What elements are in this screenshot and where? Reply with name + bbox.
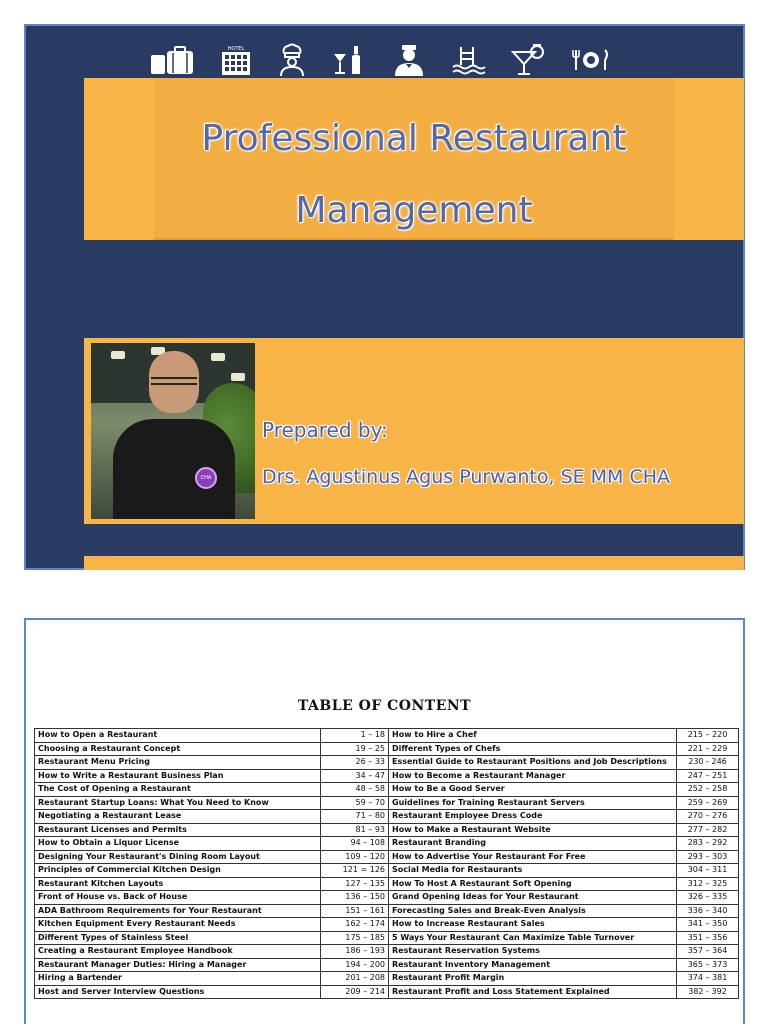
title-band (84, 78, 744, 240)
toc-page-range: 34 – 47 (321, 769, 389, 783)
toc-page-range: 341 – 350 (677, 918, 739, 932)
author-name: Drs. Agustinus Agus Purwanto, SE MM CHA (262, 466, 671, 488)
toc-body (35, 729, 739, 999)
toc-chapter-title: Social Media for Restaurants (389, 864, 677, 878)
toc-page-range: 26 – 33 (321, 756, 389, 770)
toc-row (35, 837, 739, 851)
toc-chapter-title: Front of House vs. Back of House (35, 891, 321, 905)
toc-page-range: 136 – 150 (321, 891, 389, 905)
toc-page-range: 365 – 373 (677, 958, 739, 972)
toc-page-range: 209 – 214 (321, 985, 389, 999)
toc-row (35, 904, 739, 918)
toc-chapter-title: How to Be a Good Server (389, 783, 677, 797)
hospitality-icon-row (150, 40, 610, 80)
toc-chapter-title: Restaurant Licenses and Permits (35, 823, 321, 837)
toc-page-range: 336 – 340 (677, 904, 739, 918)
toc-row (35, 796, 739, 810)
toc-chapter-title: Designing Your Restaurant's Dining Room Layout (35, 850, 321, 864)
toc-chapter-title: How to Open a Restaurant (35, 729, 321, 743)
toc-page-range: 127 – 135 (321, 877, 389, 891)
toc-chapter-title: Negotiating a Restaurant Lease (35, 810, 321, 824)
toc-row (35, 769, 739, 783)
toc-chapter-title: Essential Guide to Restaurant Positions and Job Descriptions (389, 756, 677, 770)
toc-page-range: 1 – 18 (321, 729, 389, 743)
toc-page-range: 175 – 185 (321, 931, 389, 945)
toc-row (35, 783, 739, 797)
toc-chapter-title: Grand Opening Ideas for Your Restaurant (389, 891, 677, 905)
toc-chapter-title: How to Write a Restaurant Business Plan (35, 769, 321, 783)
cocktail-icon (511, 44, 547, 76)
hotel-icon-text: HOTEL (227, 46, 244, 52)
toc-page-range: 215 – 220 (677, 729, 739, 743)
toc-chapter-title: Restaurant Inventory Management (389, 958, 677, 972)
toc-page-range: 382 - 392 (677, 985, 739, 999)
toc-chapter-title: How to Obtain a Liquor License (35, 837, 321, 851)
toc-chapter-title: Principles of Commercial Kitchen Design (35, 864, 321, 878)
luggage-icon (150, 45, 194, 75)
toc-chapter-title: Restaurant Branding (389, 837, 677, 851)
glasses (151, 377, 197, 385)
toc-row (35, 945, 739, 959)
toc-chapter-title: 5 Ways Your Restaurant Can Maximize Table Turnover (389, 931, 677, 945)
toc-page-range: 59 – 70 (321, 796, 389, 810)
toc-row (35, 810, 739, 824)
toc-chapter-title: How to Hire a Chef (389, 729, 677, 743)
toc-chapter-title: Kitchen Equipment Every Restaurant Needs (35, 918, 321, 932)
toc-row (35, 891, 739, 905)
toc-title: TABLE OF CONTENT (297, 698, 472, 714)
toc-page-range: 351 – 356 (677, 931, 739, 945)
toc-chapter-title: Different Types of Stainless Steel (35, 931, 321, 945)
toc-page-range: 277 – 282 (677, 823, 739, 837)
toc-page-range: 247 – 251 (677, 769, 739, 783)
toc-page-range: 19 – 25 (321, 742, 389, 756)
toc-page-range: 304 – 311 (677, 864, 739, 878)
toc-page-range: 326 – 335 (677, 891, 739, 905)
toc-row (35, 918, 739, 932)
toc-chapter-title: Restaurant Menu Pricing (35, 756, 321, 770)
hotel-icon (219, 44, 253, 76)
title-box (154, 78, 674, 240)
toc-chapter-title: Restaurant Kitchen Layouts (35, 877, 321, 891)
toc-page-range: 109 – 120 (321, 850, 389, 864)
toc-chapter-title: Restaurant Manager Duties: Hiring a Manager (35, 958, 321, 972)
toc-row (35, 958, 739, 972)
toc-page-range: 221 – 229 (677, 742, 739, 756)
toc-row (35, 985, 739, 999)
toc-chapter-title: How to Increase Restaurant Sales (389, 918, 677, 932)
toc-page-range: 230 - 246 (677, 756, 739, 770)
shirt-badge (195, 467, 217, 489)
toc-page (24, 618, 745, 1024)
toc-chapter-title: Restaurant Employee Dress Code (389, 810, 677, 824)
toc-row (35, 877, 739, 891)
toc-chapter-title: How to Become a Restaurant Manager (389, 769, 677, 783)
toc-page-range: 162 – 174 (321, 918, 389, 932)
toc-chapter-title: The Cost of Opening a Restaurant (35, 783, 321, 797)
toc-chapter-title: How To Host A Restaurant Soft Opening (389, 877, 677, 891)
toc-chapter-title: Different Types of Chefs (389, 742, 677, 756)
pool-icon (451, 45, 487, 75)
toc-chapter-title: Forecasting Sales and Break-Even Analysis (389, 904, 677, 918)
toc-chapter-title: Guidelines for Training Restaurant Servers (389, 796, 677, 810)
toc-chapter-title: Restaurant Startup Loans: What You Need to Know (35, 796, 321, 810)
toc-chapter-title: Creating a Restaurant Employee Handbook (35, 945, 321, 959)
wine-icon (332, 44, 368, 76)
toc-page-range: 270 – 276 (677, 810, 739, 824)
chef-icon (277, 43, 307, 77)
toc-chapter-title: Restaurant Reservation Systems (389, 945, 677, 959)
toc-page-range: 357 – 364 (677, 945, 739, 959)
toc-page-range: 151 – 161 (321, 904, 389, 918)
author-band (84, 338, 744, 524)
toc-row (35, 756, 739, 770)
toc-chapter-title: Restaurant Profit Margin (389, 972, 677, 986)
toc-page-range: 374 – 381 (677, 972, 739, 986)
toc-chapter-title: ADA Bathroom Requirements for Your Restaurant (35, 904, 321, 918)
toc-table (34, 728, 739, 999)
shirt-badge-text: CHA (200, 475, 212, 481)
toc-row (35, 742, 739, 756)
toc-page-range: 293 – 303 (677, 850, 739, 864)
toc-page-range: 312 – 325 (677, 877, 739, 891)
author-photo (91, 343, 255, 519)
toc-chapter-title: How to Advertise Your Restaurant For Free (389, 850, 677, 864)
toc-page-range: 121 = 126 (321, 864, 389, 878)
toc-chapter-title: Choosing a Restaurant Concept (35, 742, 321, 756)
toc-row (35, 864, 739, 878)
toc-page-range: 283 – 292 (677, 837, 739, 851)
waiter-icon (392, 43, 426, 77)
toc-page-range: 94 – 108 (321, 837, 389, 851)
toc-row (35, 850, 739, 864)
toc-row (35, 823, 739, 837)
toc-chapter-title: Restaurant Profit and Loss Statement Explained (389, 985, 677, 999)
cover-title-line-1: Professional Restaurant (201, 118, 627, 159)
prepared-by-label: Prepared by: (262, 418, 388, 442)
toc-page-range: 71 – 80 (321, 810, 389, 824)
cover-title-line-2: Management (295, 190, 533, 231)
toc-row (35, 729, 739, 743)
toc-page-range: 81 – 93 (321, 823, 389, 837)
toc-page-range: 48 – 58 (321, 783, 389, 797)
toc-page-range: 201 – 208 (321, 972, 389, 986)
toc-page-range: 194 – 200 (321, 958, 389, 972)
toc-page-range: 259 – 269 (677, 796, 739, 810)
author-shirt (113, 419, 235, 519)
cutlery-icon (572, 48, 610, 72)
toc-page-range: 252 – 258 (677, 783, 739, 797)
bottom-strip (84, 556, 744, 570)
toc-row (35, 972, 739, 986)
toc-row (35, 931, 739, 945)
toc-chapter-title: Hiring a Bartender (35, 972, 321, 986)
cover-page (24, 24, 745, 570)
toc-chapter-title: How to Make a Restaurant Website (389, 823, 677, 837)
toc-page-range: 186 – 193 (321, 945, 389, 959)
toc-chapter-title: Host and Server Interview Questions (35, 985, 321, 999)
